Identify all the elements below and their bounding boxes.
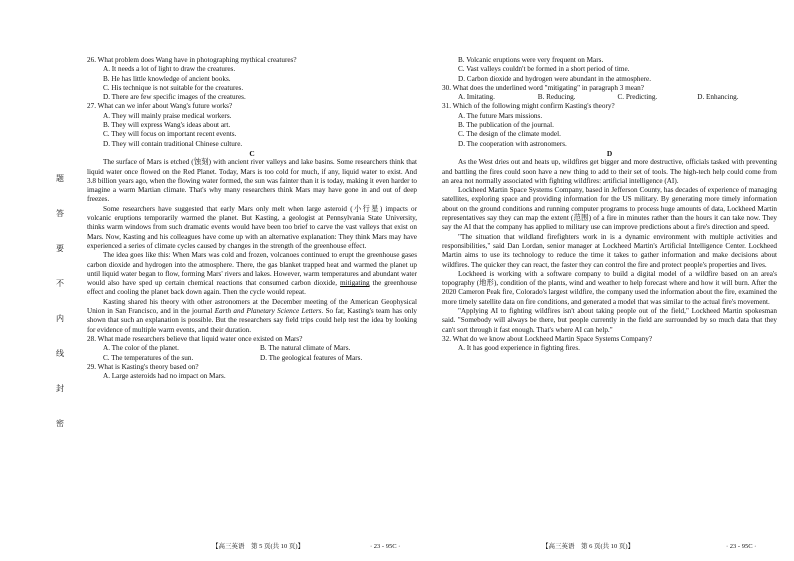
passage-c-paragraph-4 bbox=[87, 298, 417, 335]
paragraph-text: Kasting shared his theory with other astronomers at the December meeting of the American Geophysical Union in San Francisco, and in the journal bbox=[87, 297, 417, 316]
option-30a: A. Imitating. bbox=[458, 93, 495, 102]
page-5-column bbox=[87, 56, 417, 381]
options-30-row bbox=[442, 93, 777, 102]
footer-label: 【高三英语 第 5 页(共 10 页)】 bbox=[212, 543, 305, 550]
option-29d: D. Carbon dioxide and hydrogen were abundant in the atmosphere. bbox=[458, 74, 652, 83]
margin-char: 答 bbox=[56, 209, 64, 218]
passage-d-paragraph-3: "The situation that wildland firefighters work in is a dynamic environment with multiple activities and responsibilities," said Dan Lordan, senior manager at Lockheed Martin's Artificial Intelligence Center. Lockheed Martin aims to use its technology to reduce the time it takes to gather information and make decisions about wildfires. The quicker they can react, the faster they can control the fire and protect people's properties and lives. bbox=[442, 232, 777, 269]
paragraph-text: the greenhouse effect and cooling the planet back down again. Then the cycle would repeat. bbox=[87, 279, 417, 297]
question-29-stem: 29. What is Kasting's theory based on? bbox=[87, 362, 199, 371]
option-27d: D. They will contain traditional Chinese culture. bbox=[103, 139, 243, 148]
passage-c-paragraph-3 bbox=[87, 251, 417, 297]
footer-code: · 23 - 95C · bbox=[370, 543, 401, 550]
question-28-stem: 28. What made researchers believe that liquid water once existed on Mars? bbox=[87, 334, 303, 343]
section-d-heading: D bbox=[606, 148, 613, 158]
options-28-row-1 bbox=[87, 344, 417, 353]
footer-code: · 23 - 95C · bbox=[726, 543, 757, 550]
option-31a: A. The future Mars missions. bbox=[458, 111, 543, 120]
passage-d-paragraph-2: Lockheed Martin Space Systems Company, based in Jefferson County, has decades of experience of managing satellites, exploring space and providing information for the US military. By generating more timely information about on the ground conditions and running computer programs to process huge amounts of data, Lockheed Martin representatives say they can map the extent (范围) of a fire in minutes rather than the hours it can take now. They say the AI that the company has applied to military use can improve predictions about a fire's direction and speed. bbox=[442, 186, 777, 232]
margin-char: 封 bbox=[56, 384, 64, 393]
margin-char: 要 bbox=[56, 244, 64, 253]
option-26a: A. It needs a lot of light to draw the creatures. bbox=[103, 65, 236, 74]
option-29b: B. Volcanic eruptions were very frequent on Mars. bbox=[458, 56, 604, 64]
page-6-footer bbox=[542, 543, 634, 551]
passage-c-paragraph-1: The surface of Mars is etched (蚀刻) with ancient river valleys and lake basins. Some researchers think that liquid water once flowed on the Red Planet. Today, Mars is too cold for much, if any, liquid water to exist. And 3.8 billion years ago, when the flowing water formed, the sun was fainter than it is today, making it even harder to imagine a warm Martian climate. That's why many researchers think Mars may have gone in and out of deep freezes. bbox=[87, 158, 417, 204]
paragraph-text: . So far, Kasting's team has only shown that such an explanation is possible. But the researchers say field trips could help test the idea by looking for evidence of multiple warm events, and their duration. bbox=[87, 307, 417, 334]
page-5-footer-code bbox=[370, 543, 400, 551]
option-31d: D. The cooperation with astronomers. bbox=[458, 139, 567, 148]
section-c-heading: C bbox=[249, 148, 255, 158]
passage-d-paragraph-4: Lockheed is working with a software company to build a digital model of a wildfire based on an area's topography (地形), condition of the plants, wind and weather to help forecast where and how it will burn. After the 2020 Cameron Peak fire, Colorado's largest wildfire, the company used the information about the fire, examined the more timely satellite data on fire conditions, and generated a model that was similar to the actual fire's movement. bbox=[442, 269, 777, 306]
option-28b: B. The natural climate of Mars. bbox=[260, 344, 351, 353]
binding-margin bbox=[52, 174, 68, 428]
option-30b: B. Reducing. bbox=[537, 93, 576, 102]
margin-char: 密 bbox=[56, 419, 64, 428]
option-32a: A. It has good experience in fighting fires. bbox=[458, 344, 580, 353]
option-29c: C. Vast valleys couldn't be formed in a short period of time. bbox=[458, 65, 630, 74]
option-31c: C. The design of the climate model. bbox=[458, 130, 561, 139]
question-26-stem: 26. What problem does Wang have in photographing mythical creatures? bbox=[87, 56, 297, 64]
footer-label: 【高三英语 第 6 页(共 10 页)】 bbox=[542, 543, 635, 550]
underlined-word: mitigating bbox=[340, 279, 370, 288]
option-29a: A. Large asteroids had no impact on Mars. bbox=[103, 372, 226, 381]
option-27b: B. They will express Wang's ideas about art. bbox=[103, 121, 231, 130]
margin-char: 内 bbox=[56, 314, 64, 323]
options-28-row-2 bbox=[87, 354, 417, 363]
option-26c: C. His technique is not suitable for the creatures. bbox=[103, 83, 244, 92]
question-30-stem: 30. What does the underlined word "mitigating" in paragraph 3 mean? bbox=[442, 83, 644, 92]
margin-char: 不 bbox=[56, 279, 64, 288]
margin-char: 题 bbox=[56, 174, 64, 183]
question-31-stem: 31. Which of the following might confirm Kasting's theory? bbox=[442, 102, 615, 111]
option-26d: D. There are few specific images of the creatures. bbox=[103, 93, 246, 102]
page-6-footer-code bbox=[726, 543, 756, 551]
option-27c: C. They will focus on important recent events. bbox=[103, 130, 237, 139]
option-31b: B. The publication of the journal. bbox=[458, 121, 554, 130]
journal-title: Earth and Planetary Science Letters bbox=[214, 307, 322, 316]
option-28d: D. The geological features of Mars. bbox=[260, 353, 363, 362]
passage-c-paragraph-2: Some researchers have suggested that early Mars only melt when large asteroid (小行星) impacts or volcanic eruptions temporarily warmed the planet. But Kasting, a geologist at Pennsylvania State University, thinks warm windows from such dramatic events would have been too brief to carve the vast valleys that exist on Mars. Now, Kasting and his colleagues have come up with an alternative explanation: They think Mars may have experienced a series of climate cycles caused by changes in the strength of the greenhouse effect. bbox=[87, 204, 417, 250]
option-27a: A. They will mainly praise medical workers. bbox=[103, 111, 232, 120]
margin-char: 线 bbox=[56, 349, 64, 358]
page-6-column bbox=[442, 56, 777, 354]
option-30c: C. Predicting. bbox=[617, 93, 658, 102]
option-26b: B. He has little knowledge of ancient books. bbox=[103, 74, 231, 83]
page-5-footer bbox=[212, 543, 304, 551]
question-27-stem: 27. What can we infer about Wang's future works? bbox=[87, 102, 233, 111]
option-28c: C. The temperatures of the sun. bbox=[103, 353, 194, 362]
passage-d-paragraph-1: As the West dries out and heats up, wildfires get bigger and more destructive, officials tasked with preventing and battling the fires could soon have a new thing to add to their set of tools. The high-tech help could come from an area not normally associated with fighting wildfires: artificial intelligence (AI). bbox=[442, 158, 777, 185]
question-32-stem: 32. What do we know about Lockheed Martin Space Systems Company? bbox=[442, 334, 653, 343]
paragraph-text: The idea goes like this: When Mars was cold and frozen, volcanoes continued to erupt the greenhouse gases carbon dioxide and hydrogen into the atmosphere. There, the gas blanket trapped heat and warmed the planet up until liquid water began to flow, forming Mars' rivers and lakes. However, warm temperatures and abundant water would also have sped up certain chemical reactions that consumed carbon dioxide, bbox=[87, 251, 417, 288]
option-30d: D. Enhancing. bbox=[697, 93, 739, 102]
passage-d-paragraph-5: "Applying AI to fighting wildfires isn't about taking people out of the field," Lockheed Martin spokesman said. "Somebody will always be there, but people currently in the field are surrounded by so much data that they can't sort through it fast enough. That's where AI can help." bbox=[442, 307, 777, 334]
option-28a: A. The color of the planet. bbox=[103, 344, 179, 353]
